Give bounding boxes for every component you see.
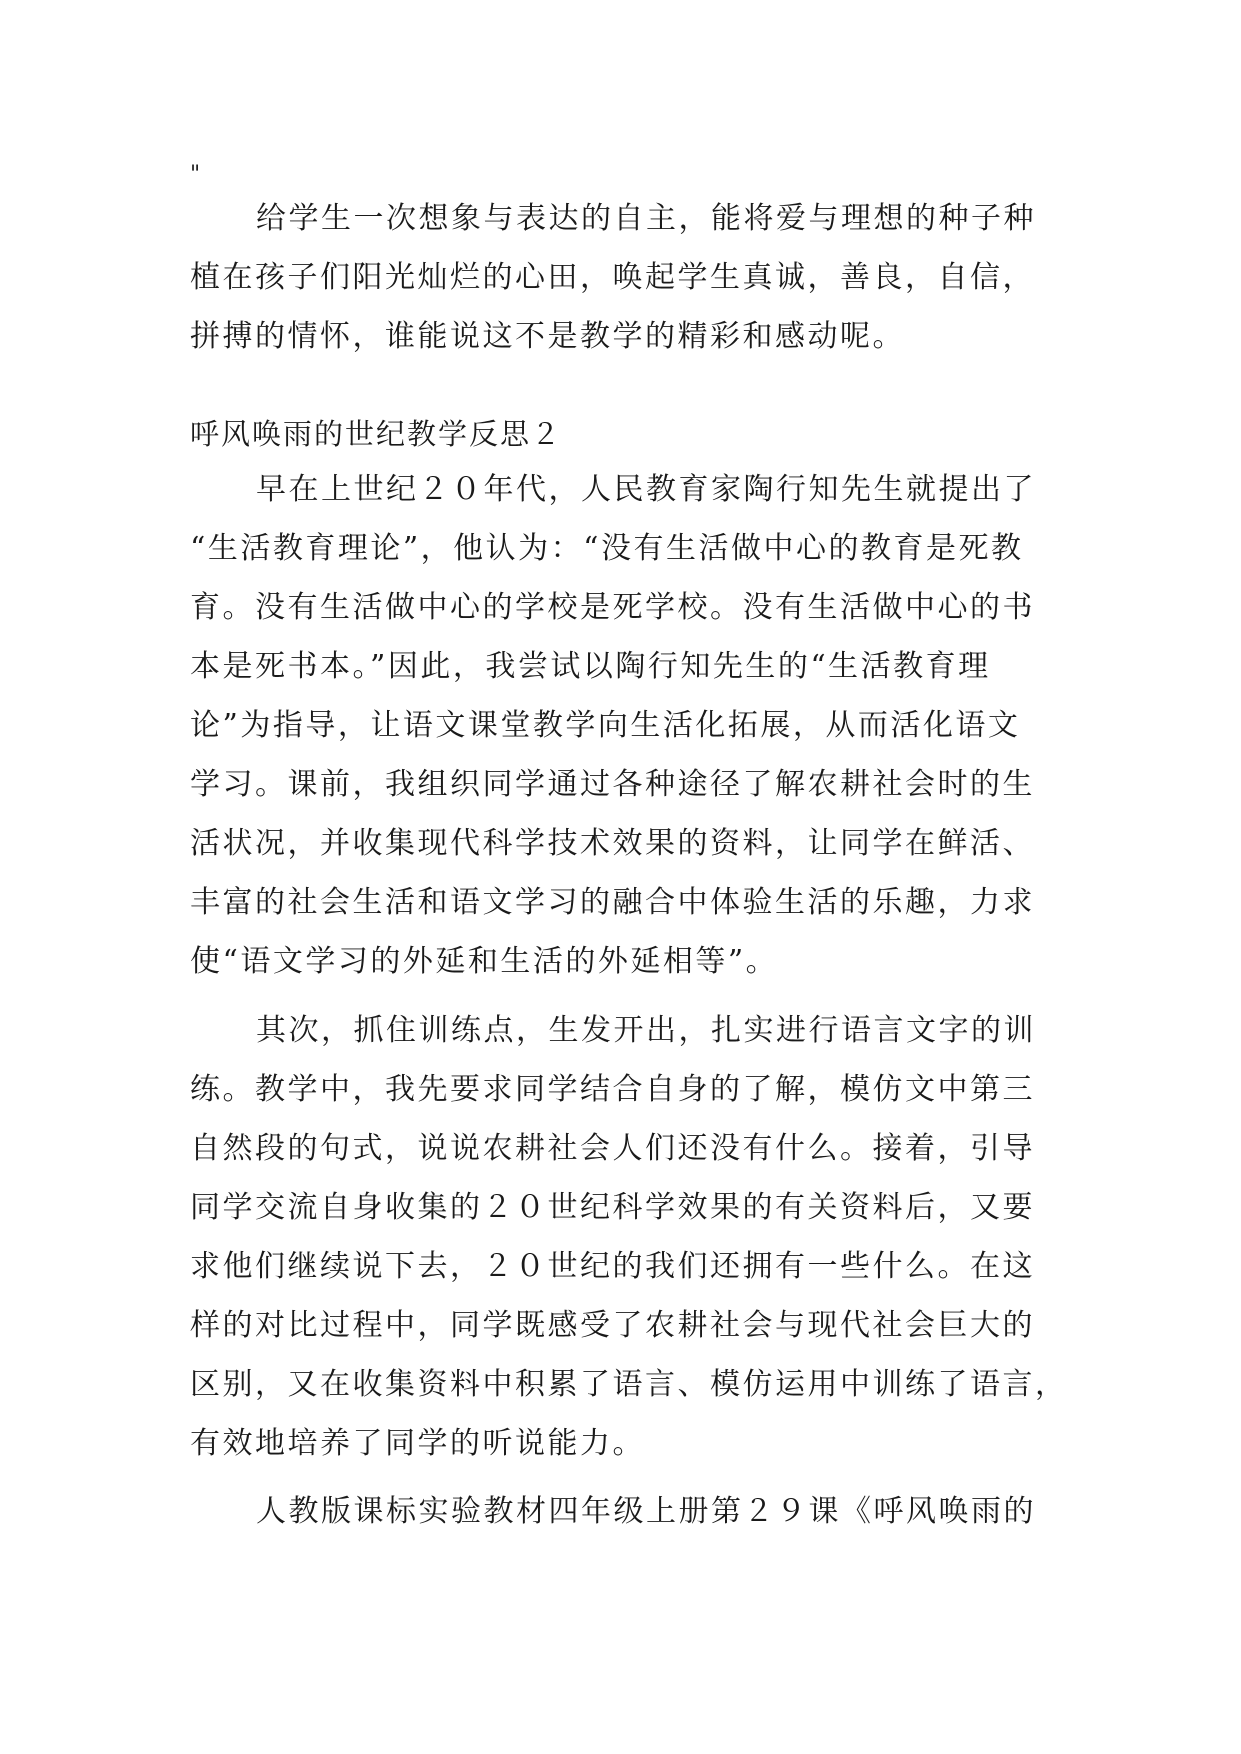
paragraph-line: 其次，抓住训练点，生发开出，扎实进行语言文字的训 [256, 1013, 1036, 1048]
paragraph-1 [190, 189, 1050, 366]
paragraph-line: 自然段的句式，说说农耕社会人们还没有什么。接着，引导 [190, 1131, 1035, 1166]
section-heading: 呼风唤雨的世纪教学反思２ [190, 417, 563, 451]
section-heading-block [190, 405, 1050, 464]
stray-quote-mark: " [190, 162, 201, 187]
paragraph-line: 样的对比过程中，同学既感受了农耕社会与现代社会巨大的 [190, 1308, 1035, 1343]
paragraph-line: 丰富的社会生活和语文学习的融合中体验生活的乐趣，力求 [190, 885, 1035, 920]
paragraph-line: 育。没有生活做中心的学校是死学校。没有生活做中心的书 [190, 590, 1035, 625]
paragraph-line: 论”为指导，让语文课堂教学向生活化拓展，从而活化语文 [190, 708, 1021, 743]
paragraph-line: 学习。课前，我组织同学通过各种途径了解农耕社会时的生 [190, 767, 1035, 802]
paragraph-line: 使“语文学习的外延和生活的外延相等”。 [190, 944, 779, 979]
paragraph-line: 练。教学中，我先要求同学结合自身的了解，模仿文中第三 [190, 1072, 1035, 1107]
paragraph-3 [190, 1001, 1068, 1473]
paragraph-4 [190, 1482, 1050, 1541]
paragraph-line: 区别，又在收集资料中积累了语言、模仿运用中训练了语言， [190, 1367, 1068, 1402]
paragraph-line: 人教版课标实验教材四年级上册第２９课《呼风唤雨的 [256, 1494, 1036, 1529]
paragraph-line: 本是死书本。”因此，我尝试以陶行知先生的“生活教育理 [190, 649, 991, 684]
paragraph-line: 求他们继续说下去，２０世纪的我们还拥有一些什么。在这 [190, 1249, 1035, 1284]
paragraph-line: 同学交流自身收集的２０世纪科学效果的有关资料后，又要 [190, 1190, 1035, 1225]
paragraph-line: 给学生一次想象与表达的自主，能将爱与理想的种子种 [256, 201, 1036, 236]
paragraph-line: 活状况，并收集现代科学技术效果的资料，让同学在鲜活、 [190, 826, 1035, 861]
paragraph-line: 有效地培养了同学的听说能力。 [190, 1426, 645, 1461]
paragraph-line: 拼搏的情怀，谁能说这不是教学的精彩和感动呢。 [190, 319, 905, 354]
paragraph-line: 早在上世纪２０年代，人民教育家陶行知先生就提出了 [256, 472, 1036, 507]
paragraph-2 [190, 460, 1050, 991]
paragraph-line: 植在孩子们阳光灿烂的心田，唤起学生真诚，善良，自信， [190, 260, 1035, 295]
paragraph-line: “生活教育理论”，他认为：“没有生活做中心的教育是死教 [190, 531, 1024, 566]
